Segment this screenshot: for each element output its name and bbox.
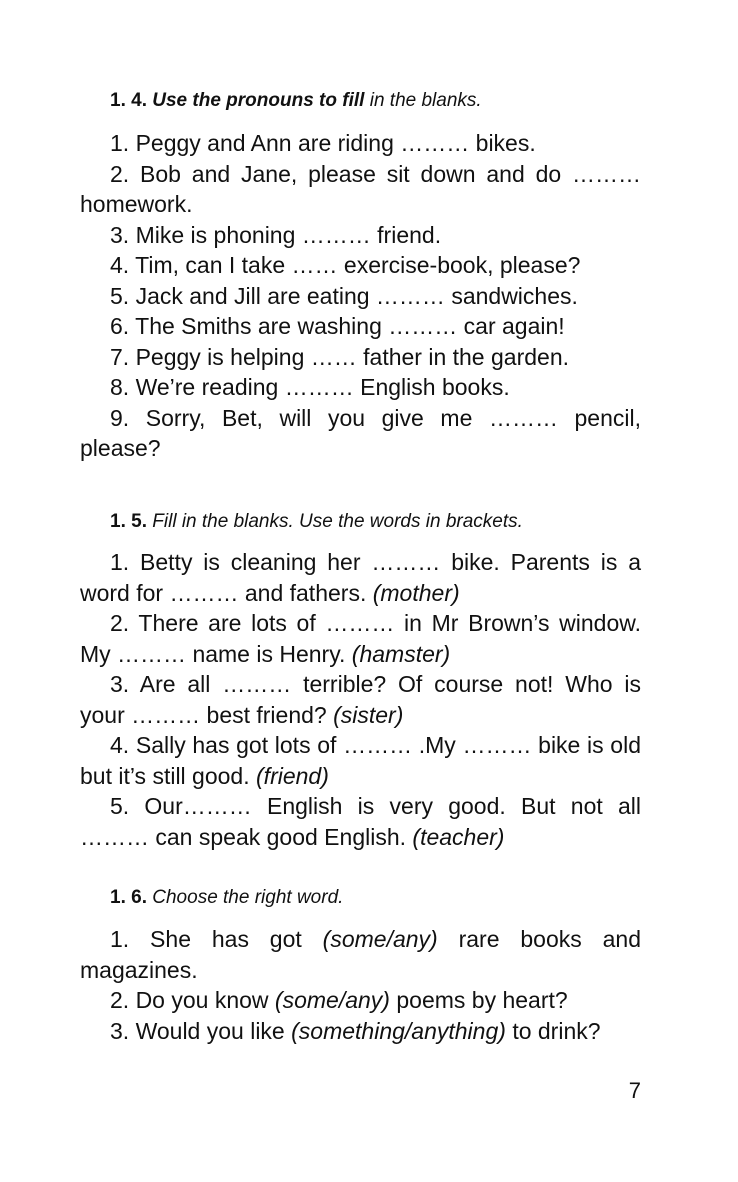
- exercise-1-6-items: [80, 924, 641, 1046]
- word-hint: (mother): [372, 579, 460, 606]
- exercise-number: 1. 5.: [110, 511, 147, 532]
- exercise-1-4-heading: [80, 88, 671, 114]
- list-item: 1. Peggy and Ann are riding ……… bikes.: [110, 130, 536, 156]
- list-item: [80, 547, 641, 608]
- list-item: [80, 669, 641, 730]
- item-text: 2. Do you know: [110, 987, 269, 1013]
- item-text: 1. Betty is cleaning her ……… bike. Parents is a word for ……… and fathers.: [80, 549, 641, 606]
- exercise-1-5-heading: [80, 509, 671, 535]
- list-item: [80, 924, 641, 985]
- list-item: 2. Bob and Jane, please sit down and do ……… homework.: [80, 160, 641, 217]
- item-text: poems by heart?: [396, 987, 568, 1013]
- word-hint: (friend): [256, 762, 329, 789]
- word-option: (some/any): [274, 987, 390, 1013]
- item-text: 1. She has got: [110, 926, 302, 952]
- exercise-number: 1. 4.: [110, 90, 147, 111]
- exercise-1-5-items: [80, 547, 641, 852]
- list-item: 9. Sorry, Bet, will you give me ……… pencil, please?: [80, 404, 641, 461]
- item-text: 3. Are all ……… terrible? Of course not! Who is your ……… best friend?: [80, 671, 641, 728]
- page-number: 7: [628, 1078, 641, 1103]
- word-hint: (sister): [333, 701, 404, 728]
- list-item: 7. Peggy is helping …… father in the garden.: [110, 343, 570, 370]
- item-text: 2. There are lots of ……… in Mr Brown’s window. My ……… name is Henry.: [80, 610, 641, 667]
- instruction-bold: Use the pronouns to fill: [152, 90, 365, 111]
- instruction: Fill in the blanks. Use the words in brackets.: [152, 511, 523, 532]
- list-item: 5. Jack and Jill are eating ……… sandwiches.: [110, 282, 578, 309]
- list-item: 6. The Smiths are washing ……… car again!: [110, 313, 565, 339]
- list-item: [80, 791, 641, 852]
- exercise-1-4-items: [80, 128, 641, 464]
- instruction-rest: in the blanks.: [369, 90, 482, 111]
- exercise-number: 1. 6.: [110, 887, 147, 908]
- word-option: (something/anything): [291, 1017, 506, 1044]
- word-option: (some/any): [322, 926, 438, 952]
- item-text: 5. Our……… English is very good. But not all ……… can speak good English.: [80, 793, 641, 850]
- list-item: [80, 985, 641, 1016]
- item-text: to drink?: [512, 1017, 601, 1044]
- list-item: [80, 608, 641, 669]
- list-item: 4. Tim, can I take …… exercise-book, please?: [110, 252, 581, 278]
- item-text: rare books and magazines.: [80, 926, 641, 983]
- item-text: 4. Sally has got lots of ……… .My ……… bike is old but it’s still good.: [80, 732, 641, 789]
- list-item: [80, 1016, 641, 1047]
- list-item: [80, 730, 641, 791]
- instruction: Choose the right word.: [152, 887, 344, 908]
- word-hint: (teacher): [412, 823, 505, 850]
- list-item: 8. We’re reading ……… English books.: [110, 374, 510, 400]
- item-text: 3. Would you like: [110, 1017, 285, 1044]
- word-hint: (hamster): [351, 640, 451, 667]
- exercise-1-6-heading: [80, 885, 671, 911]
- list-item: 3. Mike is phoning ……… friend.: [110, 221, 442, 248]
